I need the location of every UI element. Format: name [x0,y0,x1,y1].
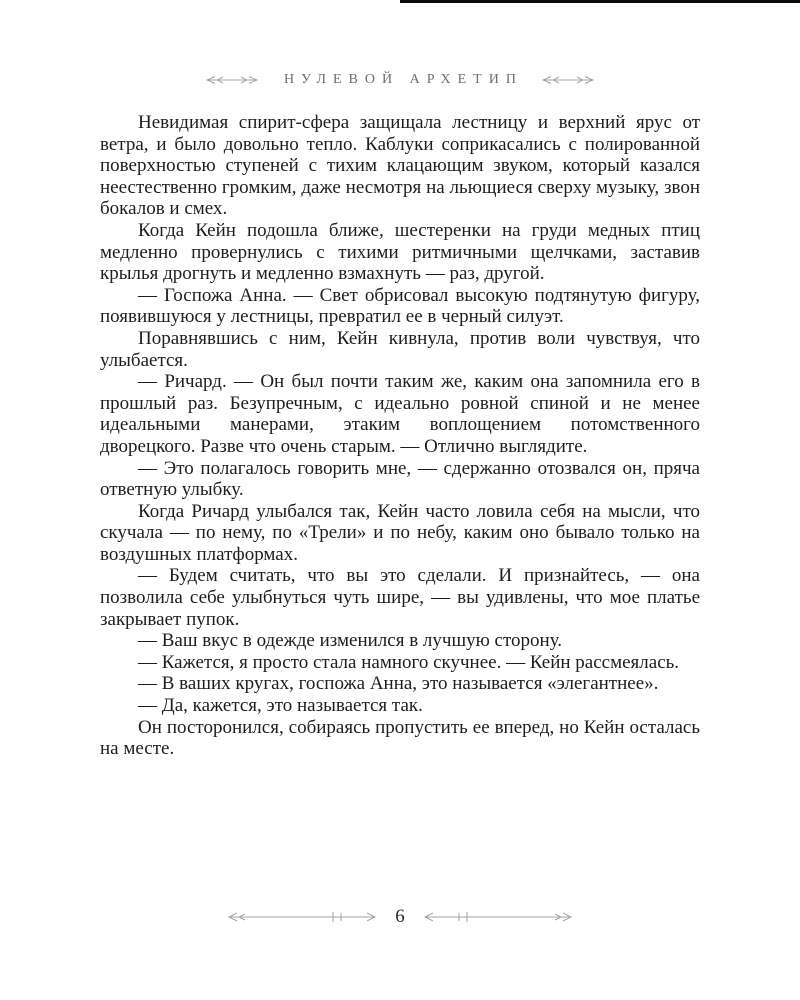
paragraph: — Будем считать, что вы это сделали. И признайтесь, — она позволила себе улыбнуться чуть шире, — вы удивлены, что мое платье закрывает пупок. [100,565,700,630]
running-title: НУЛЕВОЙ АРХЕТИП [284,72,523,87]
paragraph: — Ваш вкус в одежде изменился в лучшую сторону. [138,630,563,652]
page-footer [0,906,800,928]
paragraph: — Это полагалось говорить мне, — сдержанно отозвался он, пряча ответную улыбку. [100,457,700,501]
header-ornament-right-icon [539,75,597,85]
paragraph: Когда Ричард улыбался так, Кейн часто ловила себя на мысли, что скучала — по нему, по «Трели» и по небу, каким оно бывало только на воздушных платформах. [100,500,700,565]
paragraph: Когда Кейн подошла ближе, шестеренки на груди медных птиц медленно провернулись с тихими ритмичными щелчками, заставив крылья дрогнуть и медленно взмахнуть — раз, другой. [100,219,700,285]
paragraph: Он посторонился, собираясь пропустить ее вперед, но Кейн осталась на месте. [100,716,700,760]
page-number: 6 [395,906,405,927]
footer-ornament-right-icon [423,910,573,924]
paragraph: — Да, кажется, это называется так. [138,695,423,717]
page-header [0,72,800,88]
header-ornament-left-icon [203,75,261,85]
scan-edge-artifact [400,0,800,3]
paragraph: — Кажется, я просто стала намного скучнее. — Кейн рассмеялась. [138,651,680,673]
page-text [100,112,700,760]
paragraph: Поравнявшись с ним, Кейн кивнула, против воли чувствуя, что улыбается. [100,327,700,371]
footer-ornament-left-icon [227,910,377,924]
paragraph: — Госпожа Анна. — Свет обрисовал высокую подтянутую фигуру, появившуюся у лестницы, превратил ее в черный силуэт. [100,284,700,328]
paragraph: Невидимая спирит-сфера защищала лестницу и верхний ярус от ветра, и было довольно тепло. Каблуки соприкасались с полированной поверхностью ступеней с тихим клацающим звуком, который казался неестественно громким, даже несмотря на льющиеся сверху музыку, звон бокалов и смех. [100,112,700,220]
paragraph: — Ричард. — Он был почти таким же, каким она запомнила его в прошлый раз. Безупречным, с идеально ровной спиной и не менее идеальными манерами, этаким воплощением потомственного дворецкого. Разве что очень старым. — Отлично выглядите. [100,371,700,457]
paragraph: — В ваших кругах, госпожа Анна, это называется «элегантнее». [138,673,659,695]
